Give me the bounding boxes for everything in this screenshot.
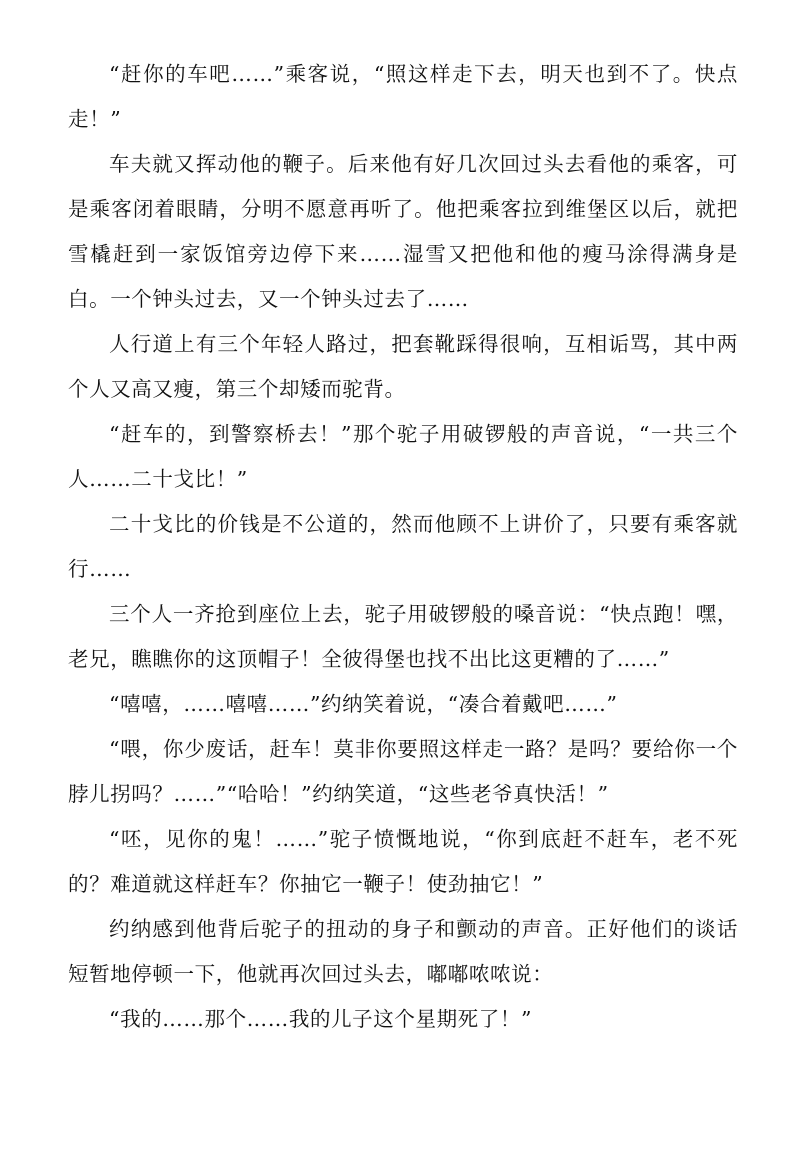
paragraph: “我的……那个……我的儿子这个星期死了！” [109,1007,533,1031]
paragraph: 约纳感到他背后驼子的扭动的身子和颤动的声音。正好他们的谈话短暂地停顿一下，他就再次回过头去，嘟嘟哝哝说： [68,917,738,986]
paragraph: “赶你的车吧……”乘客说，“照这样走下去，明天也到不了。快点走！” [68,62,738,131]
document-body [68,52,738,1042]
paragraph: 人行道上有三个年轻人路过，把套靴踩得很响，互相诟骂，其中两个人又高又瘦，第三个却矮而驼背。 [68,332,738,401]
paragraph: 二十戈比的价钱是不公道的，然而他顾不上讲价了，只要有乘客就行…… [68,512,738,581]
paragraph: 车夫就又挥动他的鞭子。后来他有好几次回过头去看他的乘客，可是乘客闭着眼睛，分明不愿意再听了。他把乘客拉到维堡区以后，就把雪橇赶到一家饭馆旁边停下来……湿雪又把他和他的瘦马涂得满身是白。一个钟头过去，又一个钟头过去了…… [68,152,738,311]
paragraph: “赶车的，到警察桥去！”那个驼子用破锣般的声音说，“一共三个人……二十戈比！” [68,422,738,491]
paragraph: “嘻嘻，……嘻嘻……”约纳笑着说，“凑合着戴吧……” [109,692,618,716]
paragraph: “呸，见你的鬼！……”驼子愤慨地说，“你到底赶不赶车，老不死的？难道就这样赶车？你抽它一鞭子！使劲抽它！” [68,827,738,896]
paragraph: 三个人一齐抢到座位上去，驼子用破锣般的嗓音说：“快点跑！嘿，老兄，瞧瞧你的这顶帽子！全彼得堡也找不出比这更糟的了……” [68,602,738,671]
paragraph: “喂，你少废话，赶车！莫非你要照这样走一路？是吗？要给你一个脖儿拐吗？……”“哈哈！”约纳笑道，“这些老爷真快活！” [68,737,738,806]
